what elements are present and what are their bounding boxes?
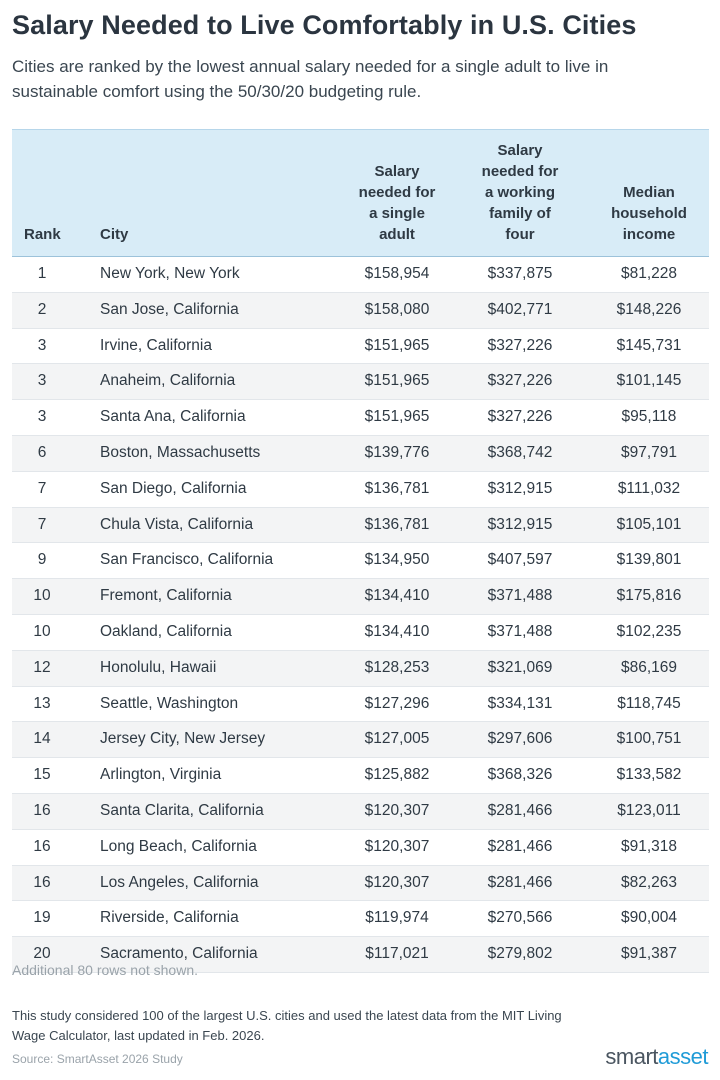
cell-median-income: $81,228	[620, 265, 678, 282]
cell-salary-single: $127,296	[364, 694, 430, 712]
cell-salary-family: $281,466	[487, 837, 553, 855]
cell-salary-family: $371,488	[487, 587, 553, 605]
cell-salary-single: $120,307	[364, 837, 430, 855]
cell-rank: 3	[37, 336, 47, 354]
table-row	[12, 329, 709, 365]
table-row	[12, 687, 709, 723]
cell-salary-family: $327,226	[487, 408, 553, 426]
cell-city: Fremont, California	[100, 587, 232, 605]
cell-salary-single: $134,410	[364, 587, 430, 605]
table-row	[12, 794, 709, 830]
cell-salary-family: $321,069	[487, 658, 553, 676]
cell-median-income: $86,169	[620, 658, 678, 676]
cell-rank: 15	[33, 766, 51, 784]
cell-rank: 16	[33, 837, 51, 855]
cell-salary-family: $312,915	[487, 515, 553, 533]
cell-salary-single: $120,307	[364, 801, 430, 819]
cell-median-income: $145,731	[616, 336, 682, 354]
cell-rank: 10	[33, 622, 51, 640]
cell-rank: 12	[33, 658, 51, 676]
footnote: This study considered 100 of the largest U.S. cities and used the latest data from the MIT Living Wage Calculator, last updated in Feb. 2026.	[12, 1008, 562, 1043]
cell-salary-single: $128,253	[364, 658, 430, 676]
cell-median-income: $148,226	[616, 300, 682, 318]
cell-city: Long Beach, California	[100, 837, 257, 855]
cell-median-income: $133,582	[616, 766, 682, 784]
cell-salary-family: $327,226	[487, 336, 553, 354]
table-row	[12, 615, 709, 651]
cell-salary-family: $279,802	[487, 945, 553, 963]
cell-city: Chula Vista, California	[100, 515, 254, 533]
cell-salary-single: $136,781	[364, 515, 430, 533]
cell-median-income: $97,791	[620, 443, 678, 461]
cell-salary-family: $402,771	[487, 300, 553, 318]
cell-city: Santa Ana, California	[100, 408, 246, 426]
cell-city: New York, New York	[100, 265, 240, 282]
cell-salary-family: $327,226	[487, 372, 553, 390]
cell-rank: 6	[37, 443, 47, 461]
logo-part-1: smart	[605, 1044, 658, 1069]
table-row	[12, 758, 709, 794]
table-row	[12, 579, 709, 615]
cell-median-income: $118,745	[617, 694, 681, 712]
cell-median-income: $123,011	[617, 801, 681, 819]
cell-city: Santa Clarita, California	[100, 801, 264, 819]
cell-city: Seattle, Washington	[100, 694, 239, 712]
cell-city: Irvine, California	[100, 336, 212, 354]
cell-rank: 7	[37, 515, 47, 533]
cell-rank: 16	[33, 873, 51, 891]
cell-rank: 2	[37, 300, 47, 318]
cell-salary-single: $125,882	[364, 766, 430, 784]
header-median-income: Median household income	[611, 184, 687, 243]
table-row	[12, 400, 709, 436]
cell-median-income: $111,032	[617, 479, 681, 497]
cell-median-income: $175,816	[616, 587, 682, 605]
cell-salary-single: $151,965	[364, 408, 430, 426]
header-city: City	[100, 226, 129, 243]
chart-subtitle: Cities are ranked by the lowest annual salary needed for a single adult to live in sustainable comfort using the 50/30/20 budgeting rule.	[12, 57, 609, 101]
cell-salary-family: $281,466	[487, 873, 553, 891]
cell-rank: 14	[33, 730, 51, 748]
cell-salary-family: $368,326	[487, 766, 553, 784]
cell-median-income: $95,118	[621, 408, 677, 426]
cell-city: Sacramento, California	[100, 945, 258, 963]
table-row	[12, 257, 709, 293]
logo-part-2: asset	[657, 1044, 708, 1069]
cell-median-income: $139,801	[616, 551, 682, 569]
cell-salary-family: $371,488	[487, 622, 553, 640]
cell-salary-family: $368,742	[487, 443, 553, 461]
cell-salary-single: $117,021	[365, 945, 429, 963]
table-body	[12, 257, 709, 973]
cell-salary-single: $127,005	[364, 730, 430, 748]
cell-rank: 16	[33, 801, 51, 819]
cell-rank: 9	[37, 551, 47, 569]
cell-city: Los Angeles, California	[100, 873, 259, 891]
cell-median-income: $101,145	[616, 372, 682, 390]
smartasset-logo	[605, 1044, 708, 1070]
table-row	[12, 651, 709, 687]
cell-salary-single: $151,965	[364, 336, 430, 354]
cell-city: San Jose, California	[100, 300, 239, 318]
cell-rank: 7	[37, 479, 47, 497]
table-row	[12, 364, 709, 400]
table-header	[12, 129, 709, 257]
cell-salary-single: $134,950	[364, 551, 430, 569]
table-row	[12, 293, 709, 329]
cell-rank: 3	[37, 372, 47, 390]
cell-rank: 13	[33, 694, 51, 712]
cell-salary-family: $297,606	[487, 730, 553, 748]
cell-city: San Diego, California	[100, 479, 247, 497]
table-row	[12, 472, 709, 508]
table-row	[12, 722, 709, 758]
cell-rank: 19	[33, 909, 51, 927]
source-note: Source: SmartAsset 2026 Study	[12, 1052, 183, 1066]
cell-city: Anaheim, California	[100, 372, 236, 390]
cell-salary-single: $120,307	[364, 873, 430, 891]
cell-salary-family: $281,466	[487, 801, 553, 819]
cell-salary-single: $119,974	[365, 909, 429, 927]
header-salary-single: Salary needed for a single adult	[358, 163, 436, 243]
cell-city: Jersey City, New Jersey	[100, 730, 266, 748]
table-row	[12, 543, 709, 579]
cell-city: Arlington, Virginia	[100, 766, 222, 784]
table-row	[12, 866, 709, 902]
table-row	[12, 436, 709, 472]
cell-median-income: $91,318	[620, 837, 678, 855]
data-table	[12, 129, 709, 973]
cell-city: Oakland, California	[100, 622, 232, 640]
cell-city: San Francisco, California	[100, 551, 274, 569]
table-row	[12, 830, 709, 866]
cell-salary-family: $334,131	[487, 694, 553, 712]
cell-median-income: $100,751	[616, 730, 682, 748]
more-rows-note: Additional 80 rows not shown.	[12, 962, 198, 978]
cell-city: Boston, Massachusetts	[100, 443, 261, 461]
cell-median-income: $105,101	[616, 515, 682, 533]
cell-rank: 3	[37, 408, 47, 426]
cell-salary-single: $151,965	[364, 372, 430, 390]
cell-median-income: $91,387	[620, 945, 678, 963]
cell-salary-single: $134,410	[364, 622, 430, 640]
cell-salary-family: $270,566	[487, 909, 553, 927]
cell-salary-single: $136,781	[364, 479, 430, 497]
cell-median-income: $82,263	[620, 873, 678, 891]
cell-salary-single: $158,080	[364, 300, 430, 318]
cell-city: Honolulu, Hawaii	[100, 658, 217, 676]
chart-title: Salary Needed to Live Comfortably in U.S. Cities	[12, 10, 637, 40]
cell-median-income: $102,235	[616, 622, 682, 640]
cell-median-income: $90,004	[620, 909, 678, 927]
cell-rank: 20	[33, 945, 51, 963]
table-row	[12, 901, 709, 937]
cell-salary-single: $158,954	[364, 265, 430, 282]
header-rank: Rank	[24, 226, 61, 243]
cell-salary-family: $407,597	[487, 551, 553, 569]
cell-city: Riverside, California	[100, 909, 239, 927]
cell-rank: 1	[37, 265, 47, 282]
header-salary-family: Salary needed for a working family of four	[481, 142, 559, 243]
cell-salary-family: $312,915	[487, 479, 553, 497]
cell-salary-single: $139,776	[364, 443, 430, 461]
table-row	[12, 508, 709, 544]
cell-rank: 10	[33, 587, 51, 605]
cell-salary-family: $337,875	[487, 265, 553, 282]
